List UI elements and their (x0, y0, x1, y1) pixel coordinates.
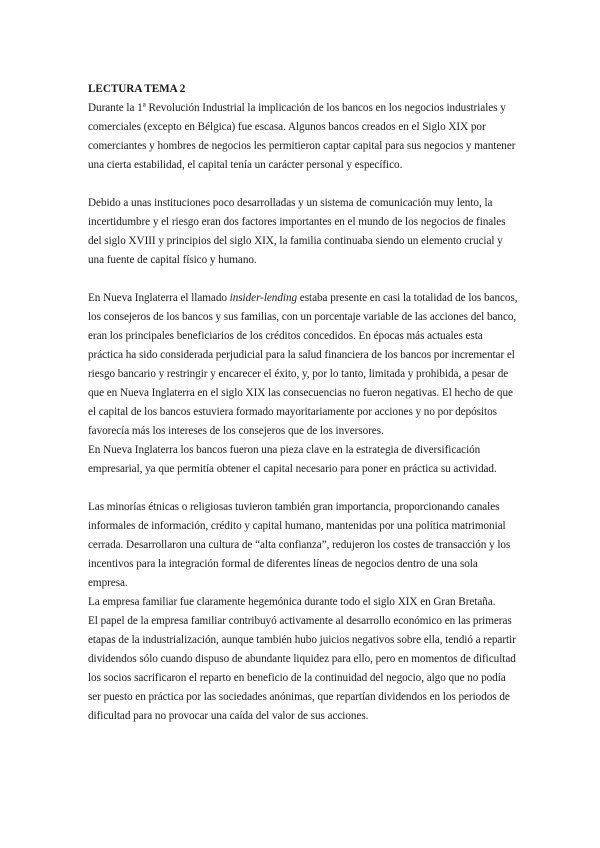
paragraph-family-firm-hegemony: La empresa familiar fue claramente hegemónica durante todo el siglo XIX en Gran Bretaña. (88, 596, 496, 608)
insider-lending-term: insider-lending (229, 292, 298, 304)
paragraph-uncertainty-family: Debido a unas instituciones poco desarrolladas y un sistema de comunicación muy lento, la incertidumbre y el riesgo eran dos factores importantes en el mundo de los negocios de finales del siglo XVIII y principios del siglo XIX, la familia continuaba siendo un elemento crucial y una fuente de capital físico y humano. (88, 197, 506, 266)
document-title: LECTURA TEMA 2 (88, 83, 186, 95)
paragraph-banks-industrial-revolution: Durante la 1ª Revolución Industrial la implicación de los bancos en los negocios industriales y comerciales (excepto en Bélgica) fue escasa. Algunos bancos creados en el Siglo XIX por comerciantes y hombres de negocios les permitieron captar capital para sus negocios y mantener una cierta estabilidad, el capital tenía un carácter personal y específico. (88, 102, 516, 171)
paragraph-diversification: En Nueva Inglaterra los bancos fueron una pieza clave en la estrategia de diversificación empresarial, ya que permitía obtener el capital necesario para poner en práctica su actividad. (88, 444, 497, 475)
paragraph-spacer (88, 479, 518, 498)
document-body (88, 80, 518, 726)
paragraph-insider-lending (88, 289, 518, 441)
insider-lending-text-after: estaba presente en casi la totalidad de los bancos, los consejeros de los bancos y sus familias, con un porcentaje variable de las acciones del banco, eran los principales beneficiarios de los créditos concedidos. En épocas más actuales esta práctica ha sido considerada perjudicial para la salud financiera de los bancos por incrementar el riesgo bancario y restringir y encarecer el éxito, y, por lo tanto, limitada y prohibida, a pesar de que en Nueva Inglaterra en el siglo XIX las consecuencias no fueron negativas. El hecho de que el capital de los bancos estuviera formado mayoritariamente por acciones y no por depósitos favorecía más los intereses de los consejeros que de los inversores. (88, 292, 518, 437)
paragraph-minorities: Las minorías étnicas o religiosas tuvieron también gran importancia, proporcionando canales informales de información, crédito y capital humano, mantenidas por una política matrimonial cerrada. Desarrollaron una cultura de “alta confianza”, redujeron los costes de transacción y los incentivos para la integración formal de diferentes líneas de negocios dentro de una sola empresa. (88, 501, 511, 589)
paragraph-spacer (88, 270, 518, 289)
paragraph-family-firm-role: El papel de la empresa familiar contribuyó activamente al desarrollo económico en las primeras etapas de la industrialización, aunque también hubo juicios negativos sobre ella, tendió a repartir dividendos sólo cuando dispuso de abundante liquidez para ello, pero en momentos de dificultad los socios sacrificaron el reparto en beneficio de la continuidad del negocio, algo que no podía ser puesto en práctica por las sociedades anónimas, que repartían dividendos en los periodos de dificultad para no provocar una caída del valor de sus acciones. (88, 615, 516, 722)
insider-lending-text-before: En Nueva Inglaterra el llamado (88, 292, 230, 304)
paragraph-spacer (88, 175, 518, 194)
